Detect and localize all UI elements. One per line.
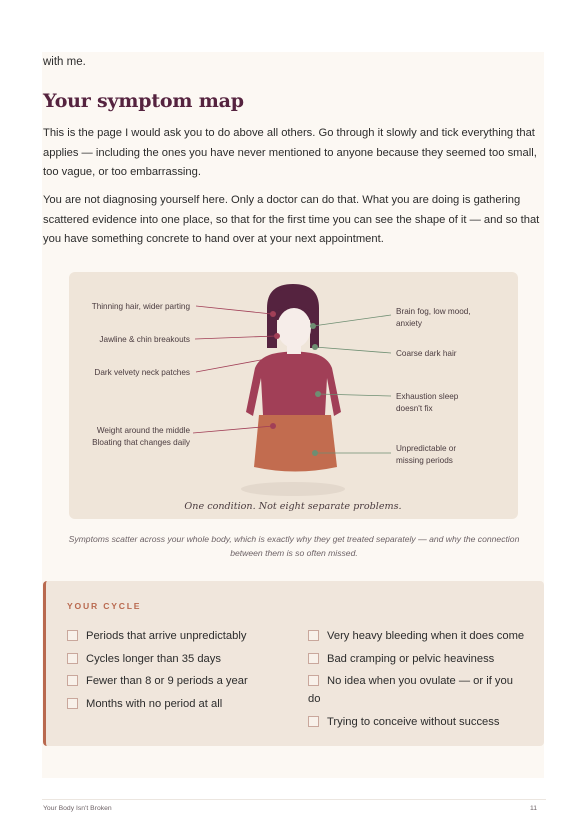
label-brain-fog-line2: anxiety bbox=[396, 319, 422, 328]
checkbox[interactable] bbox=[67, 630, 78, 641]
lead-text: with me. bbox=[43, 56, 86, 68]
checkbox[interactable] bbox=[67, 675, 78, 686]
marker-hair bbox=[270, 311, 276, 317]
label-thinning-hair: Thinning hair, wider parting bbox=[91, 302, 190, 311]
cycle-right-column bbox=[308, 625, 528, 734]
label-exhaustion-line2: doesn't fix bbox=[396, 404, 433, 413]
figure-skirt bbox=[254, 415, 337, 472]
checkbox[interactable] bbox=[308, 630, 319, 641]
label-jawline-breakouts: Jawline & chin breakouts bbox=[99, 335, 190, 344]
label-periods-line2: missing periods bbox=[396, 456, 453, 465]
checklist-item[interactable] bbox=[308, 625, 528, 648]
label-bloating: Bloating that changes daily bbox=[92, 438, 190, 447]
label-coarse-hair: Coarse dark hair bbox=[396, 349, 457, 358]
figure-shadow bbox=[241, 482, 345, 496]
section-title: Your symptom map bbox=[43, 90, 244, 112]
figure-top bbox=[246, 352, 341, 417]
label-periods: Unpredictable or bbox=[396, 444, 457, 453]
checkbox[interactable] bbox=[67, 653, 78, 664]
checklist-item[interactable] bbox=[67, 693, 297, 716]
checklist-item-label: Fewer than 8 or 9 periods a year bbox=[86, 675, 248, 688]
footer-divider bbox=[42, 799, 546, 800]
marker-periods bbox=[312, 450, 318, 456]
checkbox[interactable] bbox=[308, 675, 319, 686]
checklist-item-label: Bad cramping or pelvic heaviness bbox=[327, 652, 495, 665]
guidance-paragraph: You are not diagnosing yourself here. Only a doctor can do that. What you are doing is gathering scattered evidence into one place, so that for the first time you can see the shape of it — and so that you have something concrete to hand over at your next appointment. bbox=[43, 194, 540, 246]
checkbox[interactable] bbox=[308, 653, 319, 664]
symptom-map-illustration bbox=[69, 272, 518, 519]
label-exhaustion: Exhaustion sleep bbox=[396, 392, 459, 401]
checklist-item[interactable] bbox=[308, 670, 528, 711]
checklist-item[interactable] bbox=[308, 648, 528, 671]
checklist-item-label: Very heavy bleeding when it does come bbox=[327, 630, 525, 642]
label-weight-middle: Weight around the middle bbox=[96, 426, 190, 435]
footer-page-number: 11 bbox=[530, 805, 538, 812]
checkbox[interactable] bbox=[67, 698, 78, 709]
figure-caption: One condition. Not eight separate problems. bbox=[184, 501, 402, 512]
figure-face bbox=[277, 308, 311, 348]
checklist-item-label: Months with no period at all bbox=[86, 697, 223, 710]
cycle-checklist-panel bbox=[43, 581, 544, 746]
marker-jawline bbox=[274, 333, 280, 339]
intro-paragraph: This is the page I would ask you to do above all others. Go through it slowly and tick everything that applies — including the ones you have never mentioned to anyone because they seemed too small, too vague, or too embarrassing. bbox=[43, 127, 537, 179]
label-brain-fog: Brain fog, low mood, bbox=[396, 307, 471, 316]
checklist-item[interactable] bbox=[67, 648, 297, 671]
checklist-item[interactable] bbox=[67, 625, 297, 648]
marker-waist bbox=[270, 423, 276, 429]
checklist-item-label: Periods that arrive unpredictably bbox=[86, 630, 247, 642]
checkbox[interactable] bbox=[308, 716, 319, 727]
label-neck-patches: Dark velvety neck patches bbox=[94, 368, 190, 377]
marker-brain bbox=[310, 323, 316, 329]
symptom-map-figure bbox=[69, 272, 518, 519]
marker-coarse-hair bbox=[312, 344, 318, 350]
footer-book-title: Your Body Isn't Broken bbox=[43, 805, 112, 812]
checklist-item-label: No idea when you ovulate — or if you do bbox=[308, 675, 513, 706]
checklist-item-label: Trying to conceive without success bbox=[327, 716, 500, 729]
cycle-heading: YOUR CYCLE bbox=[67, 601, 142, 611]
checklist-item[interactable] bbox=[67, 670, 297, 693]
checklist-item-label: Cycles longer than 35 days bbox=[86, 652, 221, 665]
checklist-item[interactable] bbox=[308, 711, 528, 734]
marker-exhaustion bbox=[315, 391, 321, 397]
figure-note: Symptoms scatter across your whole body, which is exactly why they get treated separately — and why the connection between them is so often missed. bbox=[68, 534, 520, 558]
cycle-left-column bbox=[67, 625, 297, 715]
